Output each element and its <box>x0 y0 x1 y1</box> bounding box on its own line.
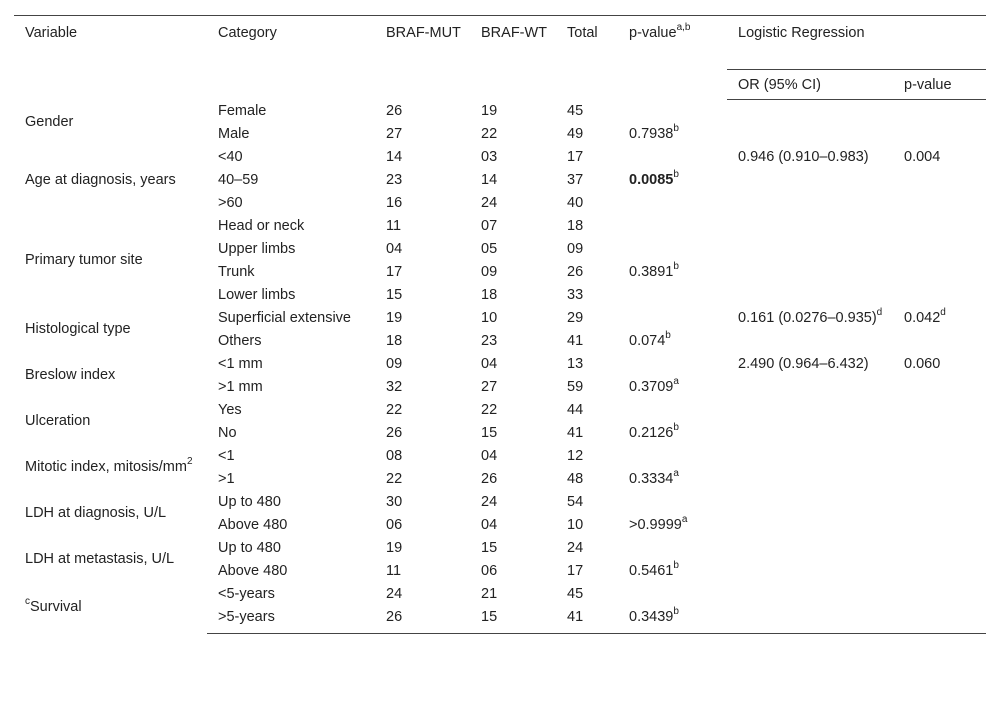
cell-category: Male <box>218 125 250 142</box>
header-row <box>14 16 986 70</box>
cell-or-ci <box>727 399 893 422</box>
cell-pvalue <box>618 445 727 468</box>
cell-variable <box>14 307 207 353</box>
pvalue-footnote: a <box>673 467 679 479</box>
cell-pvalue <box>618 514 727 537</box>
cell-lr-pvalue <box>893 100 986 146</box>
cell-braf-wt: 22 <box>481 125 498 142</box>
cell-braf-wt: 19 <box>481 102 498 119</box>
cell-braf-mut: 22 <box>386 470 403 487</box>
cell-total: 09 <box>567 240 584 257</box>
cell-pvalue <box>618 330 727 353</box>
cell-pvalue <box>618 169 727 192</box>
cell-total: 37 <box>567 171 584 188</box>
table-row <box>14 445 986 468</box>
cell-lr-pvalue <box>893 146 986 215</box>
cell-or-ci <box>727 261 893 284</box>
braf-comparison-table <box>14 15 986 634</box>
pvalue-footnote: b <box>673 605 679 617</box>
cell-lr-pvalue <box>893 606 986 634</box>
header-logistic-regression: Logistic Regression <box>727 16 986 70</box>
header-pvalue-footnote: a,b <box>676 22 691 34</box>
cell-or-ci <box>727 422 893 445</box>
cell-lr-pvalue <box>893 261 986 284</box>
cell-category: Up to 480 <box>218 493 281 510</box>
cell-total: 18 <box>567 217 584 234</box>
cell-variable <box>14 445 207 491</box>
lr-pvalue-text: 0.060 <box>904 355 941 372</box>
cell-braf-wt: 06 <box>481 562 498 579</box>
cell-braf-mut: 24 <box>386 585 403 602</box>
cell-category: <40 <box>218 148 243 165</box>
variable-label: Primary tumor site <box>25 252 143 268</box>
cell-pvalue <box>618 491 727 514</box>
cell-or-ci <box>727 445 893 468</box>
cell-pvalue <box>618 123 727 146</box>
pvalue-text: 0.0085 <box>629 171 674 188</box>
cell-braf-wt: 07 <box>481 217 498 234</box>
pvalue-text: >0.9999 <box>629 516 682 533</box>
cell-lr-pvalue <box>893 284 986 307</box>
lr-pvalue-text: 0.004 <box>904 148 941 165</box>
pvalue-footnote: b <box>673 559 679 571</box>
cell-braf-wt: 03 <box>481 148 498 165</box>
or-ci-footnote: d <box>876 306 883 318</box>
pvalue-text: 0.7938 <box>629 125 674 142</box>
cell-pvalue <box>618 146 727 169</box>
cell-braf-wt: 24 <box>481 194 498 211</box>
header-lr-pvalue: p-value <box>893 70 986 100</box>
header-variable: Variable <box>14 16 207 100</box>
cell-pvalue <box>618 583 727 606</box>
cell-lr-pvalue <box>893 353 986 399</box>
table-row <box>14 537 986 560</box>
cell-or-ci <box>727 560 893 583</box>
pvalue-footnote: b <box>665 329 671 341</box>
cell-lr-pvalue <box>893 215 986 238</box>
cell-braf-mut: 08 <box>386 447 403 464</box>
cell-total: 41 <box>556 606 618 634</box>
cell-category: >60 <box>218 194 243 211</box>
header-pvalue-label: p-value <box>629 25 677 41</box>
header-pvalue <box>618 16 727 100</box>
cell-or-ci <box>727 238 893 261</box>
cell-braf-mut: 14 <box>386 148 403 165</box>
lr-pvalue-footnote: d <box>940 306 946 318</box>
pvalue-text: 0.3334 <box>629 470 674 487</box>
cell-total: 24 <box>567 539 584 556</box>
cell-category: <5-years <box>218 585 275 602</box>
cell-braf-wt: 24 <box>481 493 498 510</box>
cell-category: Above 480 <box>218 562 288 579</box>
cell-total: 12 <box>567 447 584 464</box>
cell-pvalue <box>618 399 727 422</box>
pvalue-footnote: a <box>673 375 679 387</box>
cell-pvalue <box>618 422 727 445</box>
cell-category: 40–59 <box>218 171 259 188</box>
cell-pvalue <box>618 215 727 238</box>
cell-braf-mut: 04 <box>386 240 403 257</box>
pvalue-footnote: b <box>673 260 679 272</box>
cell-category: >1 <box>218 470 235 487</box>
pvalue-footnote: b <box>673 168 679 180</box>
cell-total: 45 <box>567 585 584 602</box>
table-row <box>14 100 986 123</box>
cell-pvalue <box>618 353 727 376</box>
pvalue-footnote: b <box>673 421 679 433</box>
cell-variable <box>14 353 207 399</box>
cell-braf-mut: 11 <box>386 562 402 579</box>
cell-total: 44 <box>567 401 584 418</box>
cell-category: Upper limbs <box>218 240 296 257</box>
cell-braf-wt: 27 <box>481 378 498 395</box>
cell-braf-wt: 14 <box>481 171 498 188</box>
cell-category: Yes <box>218 401 242 418</box>
cell-category: Above 480 <box>218 516 288 533</box>
cell-braf-wt: 15 <box>481 424 498 441</box>
table-body <box>14 100 986 634</box>
cell-braf-mut: 19 <box>386 539 403 556</box>
variable-label: Breslow index <box>25 367 116 383</box>
cell-pvalue <box>618 261 727 284</box>
variable-superscript: 2 <box>186 456 193 468</box>
pvalue-text: 0.2126 <box>629 424 674 441</box>
cell-total: 59 <box>567 378 584 395</box>
cell-lr-pvalue <box>893 560 986 583</box>
cell-or-ci <box>727 491 893 514</box>
variable-label: Histological type <box>25 321 131 337</box>
table-row <box>14 491 986 514</box>
cell-total: 41 <box>567 424 584 441</box>
cell-braf-wt: 26 <box>481 470 498 487</box>
cell-total: 41 <box>567 332 584 349</box>
cell-braf-mut: 27 <box>386 125 403 142</box>
or-ci-text: 0.161 (0.0276–0.935) <box>738 309 877 326</box>
cell-category: Head or neck <box>218 217 305 234</box>
cell-braf-mut: 06 <box>386 516 403 533</box>
cell-braf-mut: 26 <box>386 102 403 119</box>
cell-pvalue <box>618 100 727 123</box>
pvalue-footnote: b <box>673 122 679 134</box>
header-category: Category <box>207 16 375 100</box>
cell-category: Superficial extensive <box>218 309 351 326</box>
cell-braf-mut: 32 <box>386 378 403 395</box>
cell-braf-mut: 16 <box>386 194 403 211</box>
cell-variable <box>14 491 207 537</box>
header-total: Total <box>556 16 618 100</box>
cell-category: >1 mm <box>218 378 263 395</box>
header-braf-wt: BRAF-WT <box>470 16 556 100</box>
cell-lr-pvalue <box>893 399 986 422</box>
cell-braf-mut: 26 <box>375 606 470 634</box>
variable-label: LDH at metastasis, U/L <box>25 551 175 567</box>
table-row <box>14 146 986 169</box>
pvalue-text: 0.074 <box>629 332 666 349</box>
cell-lr-pvalue <box>893 468 986 491</box>
cell-total: 29 <box>567 309 584 326</box>
table-row <box>14 583 986 606</box>
cell-or-ci <box>727 353 893 399</box>
cell-lr-pvalue <box>893 491 986 514</box>
or-ci-text: 0.946 (0.910–0.983) <box>738 148 869 165</box>
cell-braf-mut: 30 <box>386 493 403 510</box>
header-or-ci: OR (95% CI) <box>727 70 893 100</box>
cell-category: Trunk <box>218 263 255 280</box>
cell-variable <box>14 583 207 634</box>
cell-braf-mut: 23 <box>386 171 403 188</box>
cell-braf-mut: 15 <box>386 286 403 303</box>
cell-or-ci <box>727 583 893 606</box>
cell-braf-mut: 11 <box>386 217 402 234</box>
cell-braf-wt: 23 <box>481 332 498 349</box>
variable-label: Survival <box>30 599 82 616</box>
cell-total: 54 <box>567 493 584 510</box>
variable-label: Gender <box>25 114 74 130</box>
variable-label: Mitotic index, mitosis/mm <box>25 459 187 475</box>
cell-pvalue <box>618 468 727 491</box>
cell-braf-mut: 19 <box>386 309 403 326</box>
cell-braf-wt: 18 <box>481 286 498 303</box>
cell-category: <1 <box>218 447 235 464</box>
variable-footnote: c <box>25 596 30 608</box>
table-row <box>14 399 986 422</box>
cell-variable <box>14 399 207 445</box>
cell-variable <box>14 100 207 146</box>
cell-total: 26 <box>567 263 584 280</box>
cell-total: 13 <box>567 355 584 372</box>
cell-total: 10 <box>567 516 584 533</box>
cell-pvalue <box>618 307 727 330</box>
cell-braf-wt: 04 <box>481 447 498 464</box>
cell-lr-pvalue <box>893 307 986 353</box>
table-row <box>14 353 986 376</box>
cell-lr-pvalue <box>893 445 986 468</box>
cell-braf-wt: 04 <box>481 355 498 372</box>
pvalue-text: 0.3439 <box>629 608 674 625</box>
cell-category: No <box>218 424 237 441</box>
cell-category: <1 mm <box>218 355 263 372</box>
cell-category: Up to 480 <box>218 539 281 556</box>
cell-pvalue <box>618 376 727 399</box>
or-ci-text: 2.490 (0.964–6.432) <box>738 355 869 372</box>
variable-label: Age at diagnosis, years <box>25 171 176 188</box>
pvalue-text: 0.3891 <box>629 263 674 280</box>
table-row <box>14 307 986 330</box>
lr-pvalue-text: 0.042 <box>904 309 941 326</box>
variable-label: Ulceration <box>25 413 91 429</box>
cell-lr-pvalue <box>893 537 986 560</box>
cell-or-ci <box>727 215 893 238</box>
header-braf-mut: BRAF-MUT <box>375 16 470 100</box>
cell-or-ci <box>727 146 893 215</box>
cell-lr-pvalue <box>893 238 986 261</box>
cell-total: 17 <box>567 148 584 165</box>
cell-pvalue <box>618 192 727 215</box>
cell-braf-mut: 17 <box>386 263 403 280</box>
cell-braf-mut: 09 <box>386 355 403 372</box>
cell-braf-wt: 22 <box>481 401 498 418</box>
cell-braf-wt: 15 <box>481 539 498 556</box>
cell-total: 48 <box>567 470 584 487</box>
cell-total: 17 <box>567 562 584 579</box>
cell-pvalue <box>618 284 727 307</box>
cell-category: Others <box>218 332 262 349</box>
cell-or-ci <box>727 100 893 146</box>
cell-lr-pvalue <box>893 514 986 537</box>
cell-or-ci <box>727 514 893 537</box>
pvalue-text: 0.5461 <box>629 562 674 579</box>
cell-lr-pvalue <box>893 422 986 445</box>
cell-pvalue <box>618 560 727 583</box>
variable-label: LDH at diagnosis, U/L <box>25 505 167 521</box>
cell-braf-wt: 21 <box>481 585 498 602</box>
cell-braf-wt: 10 <box>481 309 498 326</box>
cell-braf-mut: 18 <box>386 332 403 349</box>
cell-pvalue <box>618 238 727 261</box>
cell-braf-mut: 26 <box>386 424 403 441</box>
cell-category: Lower limbs <box>218 286 296 303</box>
pvalue-footnote: a <box>681 513 688 525</box>
cell-or-ci <box>727 284 893 307</box>
cell-braf-wt: 05 <box>481 240 498 257</box>
cell-braf-wt: 15 <box>470 606 556 634</box>
cell-variable <box>14 215 207 307</box>
cell-braf-wt: 04 <box>481 516 498 533</box>
cell-braf-wt: 09 <box>481 263 498 280</box>
cell-total: 49 <box>567 125 584 142</box>
cell-or-ci <box>727 606 893 634</box>
cell-variable <box>14 146 207 215</box>
cell-lr-pvalue <box>893 583 986 606</box>
cell-total: 45 <box>567 102 584 119</box>
cell-pvalue <box>618 537 727 560</box>
cell-or-ci <box>727 537 893 560</box>
cell-or-ci <box>727 468 893 491</box>
pvalue-text: 0.3709 <box>629 378 674 395</box>
cell-total: 40 <box>567 194 584 211</box>
cell-or-ci <box>727 307 893 353</box>
table-row <box>14 215 986 238</box>
cell-pvalue <box>618 606 727 634</box>
cell-variable <box>14 537 207 583</box>
cell-category: >5-years <box>207 606 375 634</box>
cell-total: 33 <box>567 286 584 303</box>
cell-braf-mut: 22 <box>386 401 403 418</box>
cell-category: Female <box>218 102 267 119</box>
